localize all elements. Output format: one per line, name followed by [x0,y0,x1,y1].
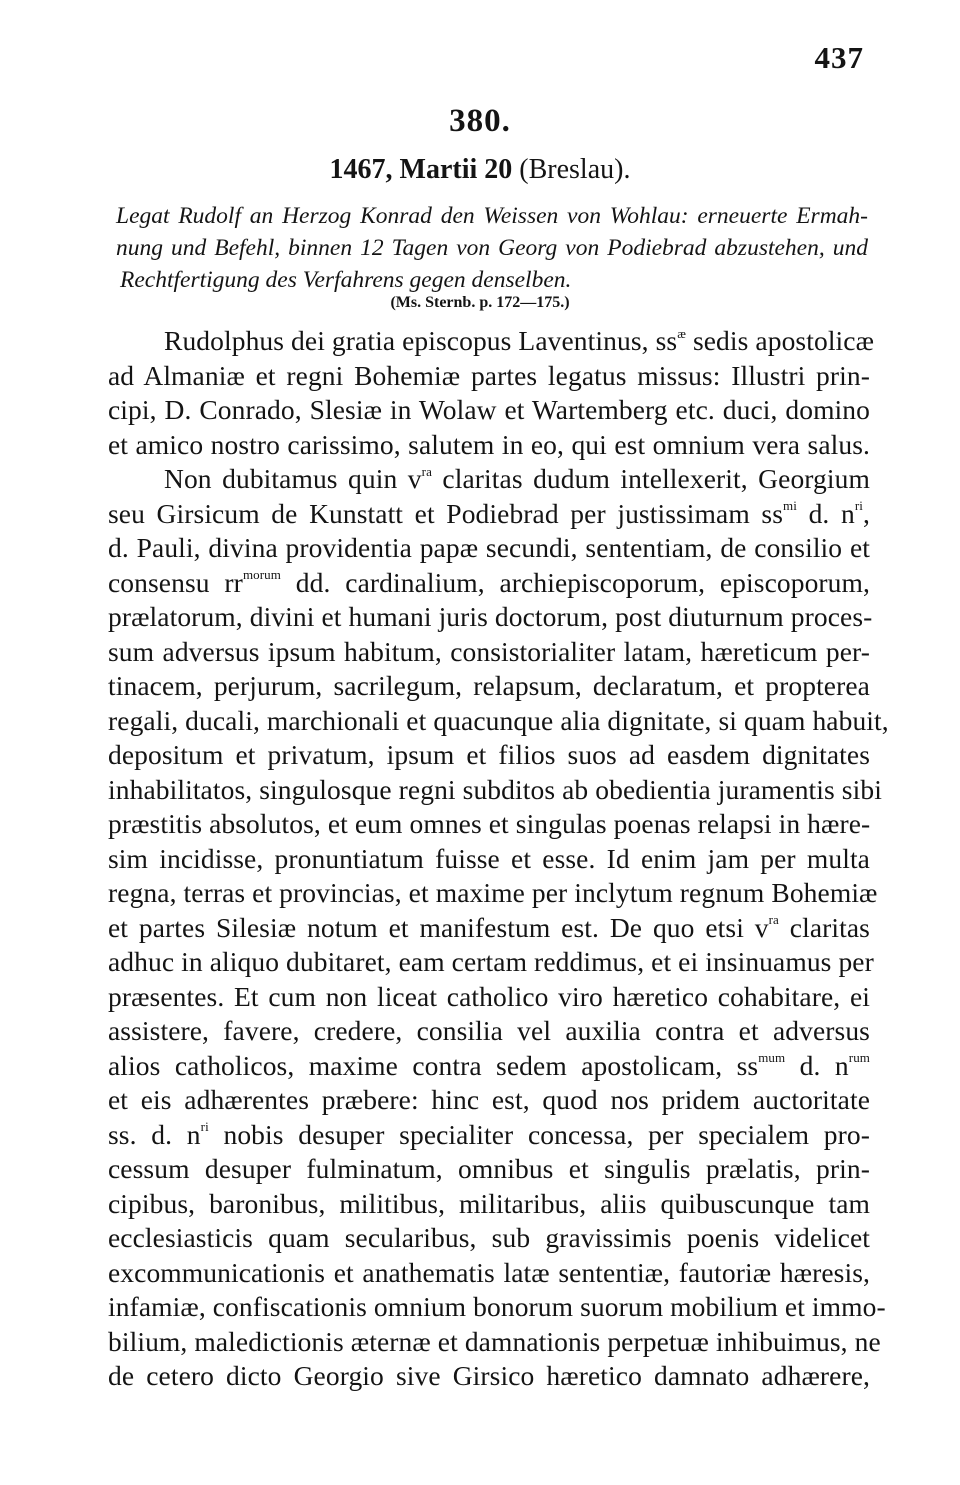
body-line: præstitis absolutos, et eum omnes et singulas poenas relapsi in hære- [108,808,871,839]
superscript-abbreviation: ri [200,1119,209,1135]
document-number: 380. [449,103,511,139]
body-line: assistere, favere, credere, consilia vel auxilia contra et adversus [108,1015,870,1046]
body-line: cipibus, baronibus, militibus, militaribus, aliis quibuscunque tam [108,1187,870,1219]
date: 1467, Martii 20 [329,154,513,185]
superscript-abbreviation: mi [783,498,797,514]
superscript-abbreviation: ri [854,498,864,514]
body-line: prælatorum, divini et humani juris doctorum, post diuturnum proces- [108,601,873,632]
summary-line: Rechtfertigung des Verfahrens gegen denselben. [120,267,572,293]
body-line: seu Girsicum de Kunstatt et Podiebrad per justissimam $ss^{mi}$ d. $n^{ri}$, [108,497,871,529]
body-line: Non dubitamus quin $v^{ra}$ claritas dudum intellexerit, Georgium [164,463,870,494]
body-line: regna, terras et provincias, et maxime per inclytum regnum Bohemiæ [108,877,878,908]
body-line: ss. d. $n^{ri}$ nobis desuper specialiter concessa, per specialem pro- [108,1118,870,1150]
body-line: ecclesiasticis quam secularibus, sub gravissimis poenis videlicet [108,1222,870,1253]
body-text [108,324,889,1394]
body-line: consensu $rr^{morum}$ dd. cardinalium, archiepiscoporum, episcoporum, [108,566,870,598]
body-line: et partes Silesiæ notum et manifestum est. De quo etsi $v^{ra}$ claritas [108,911,870,943]
body-line: Rudolphus dei gratia episcopus Laventinus, $ss^æ$ sedis apostolicæ [164,325,875,356]
body-line: excommunicationis et anathematis latæ sententiæ, fautoriæ hæresis, [108,1256,870,1288]
body-line: d. Pauli, divina providentia papæ secundi, sententiam, de consilio et [108,532,870,563]
place: (Breslau). [519,154,631,185]
superscript-abbreviation: morum [242,567,281,583]
superscript-abbreviation: mum [758,1050,786,1066]
body-line: sim incidisse, pronuntiatum fuisse et esse. Id enim jam per multa [108,842,870,874]
summary-line: Legat Rudolf an Herzog Konrad den Weissen von Wohlau: erneuerte Ermah- [116,203,868,229]
summary-line: nung und Befehl, binnen 12 Tagen von Georg von Podiebrad abzustehen, und [116,235,868,261]
body-line: ad Almaniæ et regni Bohemiæ partes legatus missus: Illustri prin- [108,359,870,391]
body-line: et eis adhærentes præbere: hinc est, quod nos pridem auctoritate [108,1084,870,1115]
body-line: cessum desuper fulminatum, omnibus et singulis prælatis, prin- [108,1153,870,1184]
body-line: infamiæ, confiscationis omnium bonorum suorum mobilium et immo- [108,1291,886,1322]
superscript-abbreviation: ra [768,912,779,928]
body-line: depositum et privatum, ipsum et filios suos ad easdem dignitates [108,739,870,770]
body-line: inhabilitatos, singulosque regni subditos ab obedientia juramentis sibi [108,773,882,805]
summary [116,200,868,296]
body-line: sum adversus ipsum habitum, consistorialiter latam, hæreticum per- [108,635,870,667]
body-line: alios catholicos, maxime contra sedem apostolicam, $ss^{mum}$ d. $n^{rum}$ [108,1049,871,1081]
body-line: regali, ducali, marchionali et quacunque alia dignitate, si quam habuit, [108,704,889,736]
page-number: 437 [814,40,864,75]
superscript-abbreviation: rum [848,1050,871,1066]
body-line: præsentes. Et cum non liceat catholico viro hæretico cohabitare, ei [108,980,870,1012]
body-line: cipi, D. Conrado, Slesiæ in Wolaw et Wartemberg etc. duci, domino [108,394,870,425]
body-line: tinacem, perjurum, sacrilegum, relapsum, declaratum, et propterea [108,670,870,701]
date-line [0,154,960,186]
body-line: et amico nostro carissimo, salutem in eo, qui est omnium vera salus. [108,428,870,460]
body-line: adhuc in aliquo dubitaret, eam certam reddimus, et ei insinuamus per [108,946,874,977]
superscript-abbreviation: æ [677,325,686,341]
superscript-abbreviation: ra [421,463,432,479]
body-line: bilium, maledictionis æternæ et damnationis perpetuæ inhibuimus, ne [108,1325,881,1357]
body-line: de cetero dicto Georgio sive Girsico hæretico damnato adhærere, [108,1360,870,1391]
source-note: (Ms. Sternb. p. 172—175.) [390,294,570,311]
